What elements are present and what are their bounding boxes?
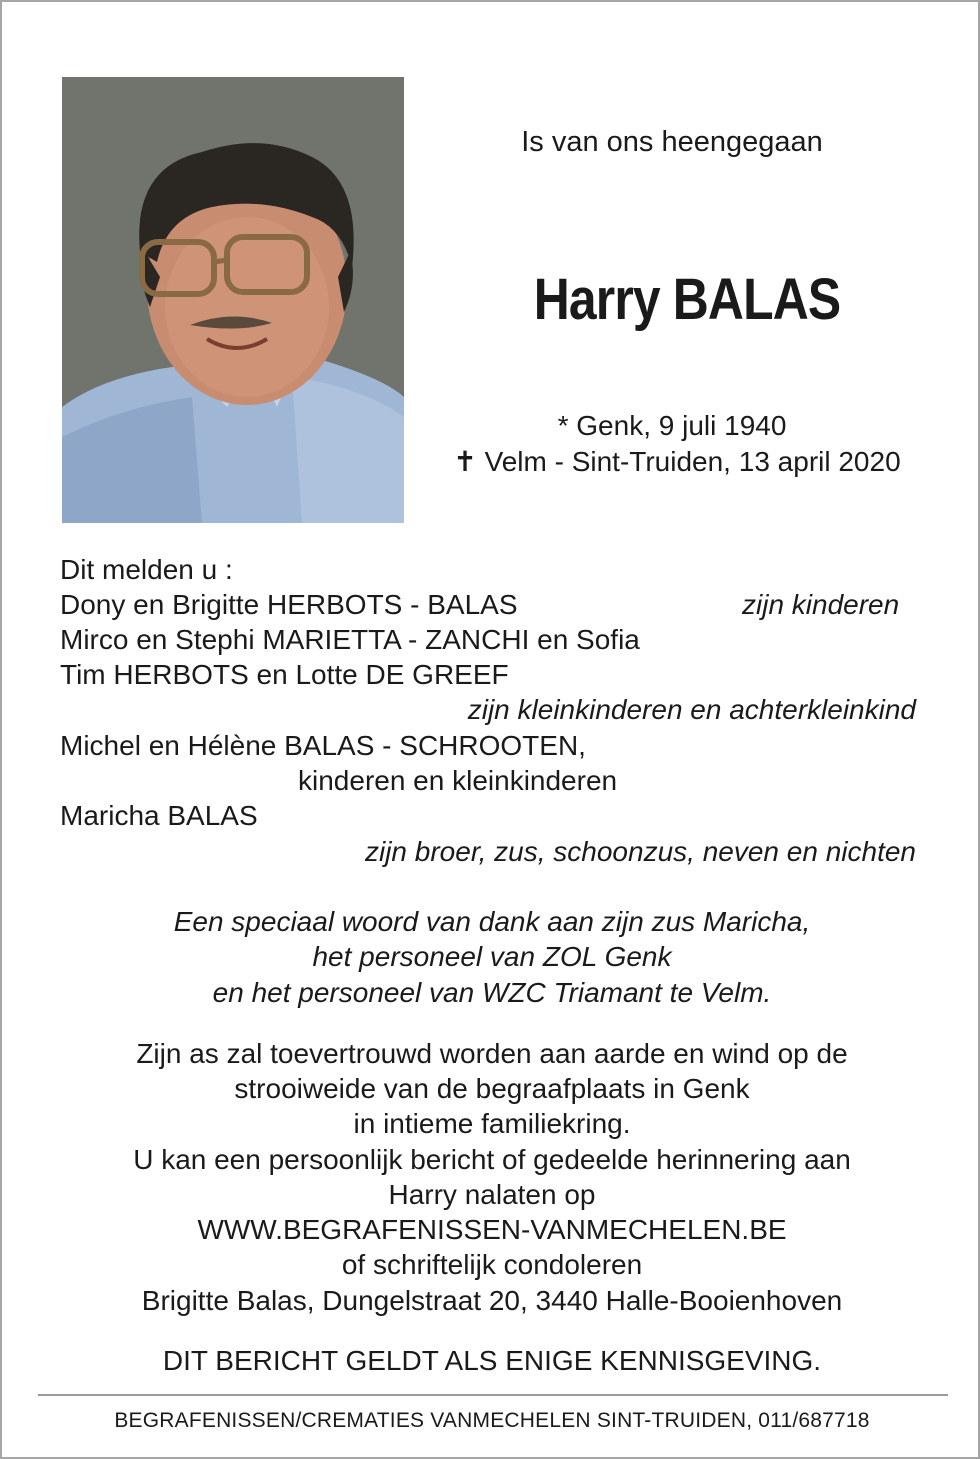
info-line: of schriftelijk condoleren [341,1249,643,1280]
family-intro: Dit melden u : [60,554,233,585]
family-line: Dony en Brigitte HERBOTS - BALAS [60,589,518,620]
funeral-home-footer: BEGRAFENISSEN/CREMATIES VANMECHELEN SINT-TRUIDEN, 011/687718 [114,1409,870,1432]
info-line: strooiweide van de begraafplaats in Genk [234,1073,750,1104]
thanks-line: het personeel van ZOL Genk [312,941,672,972]
portrait-illustration [62,77,404,523]
family-role: zijn kinderen [742,589,900,620]
info-line: U kan een persoonlijk bericht of gedeelde herinnering aan [133,1144,851,1175]
family-line: kinderen en kleinkinderen [298,765,618,796]
family-line: Tim HERBOTS en Lotte DE GREEF [60,659,509,690]
info-line: Harry nalaten op [388,1179,596,1210]
notice: DIT BERICHT GELDT ALS ENIGE KENNISGEVING. [162,1345,822,1376]
info-line: Zijn as zal toevertrouwd worden aan aarde en wind op de [136,1038,848,1069]
website-url: WWW.BEGRAFENISSEN-VANMECHELEN.BE [197,1214,787,1245]
contact-address: Brigitte Balas, Dungelstraat 20, 3440 Halle-Booienhoven [141,1285,843,1316]
family-role: zijn broer, zus, schoonzus, neven en nichten [364,836,916,867]
family-line: Mirco en Stephi MARIETTA - ZANCHI en Sofia [60,624,640,655]
pre-title: Is van ons heengegaan [521,126,823,158]
portrait-photo [62,77,404,523]
family-line: Maricha BALAS [60,800,258,831]
thanks-line: en het personeel van WZC Triamant te Velm. [212,977,772,1008]
deceased-name: Harry BALAS [533,267,841,332]
thanks-line: Een speciaal woord van dank aan zijn zus Maricha, [173,906,811,937]
family-line: Michel en Hélène BALAS - SCHROOTEN, [60,730,586,761]
birth-line: * Genk, 9 juli 1940 [557,410,787,441]
family-role: zijn kleinkinderen en achterkleinkind [467,694,916,725]
death-line: ✝ Velm - Sint-Truiden, 13 april 2020 [453,446,901,477]
divider [38,1394,948,1396]
info-line: in intieme familiekring. [353,1108,631,1139]
